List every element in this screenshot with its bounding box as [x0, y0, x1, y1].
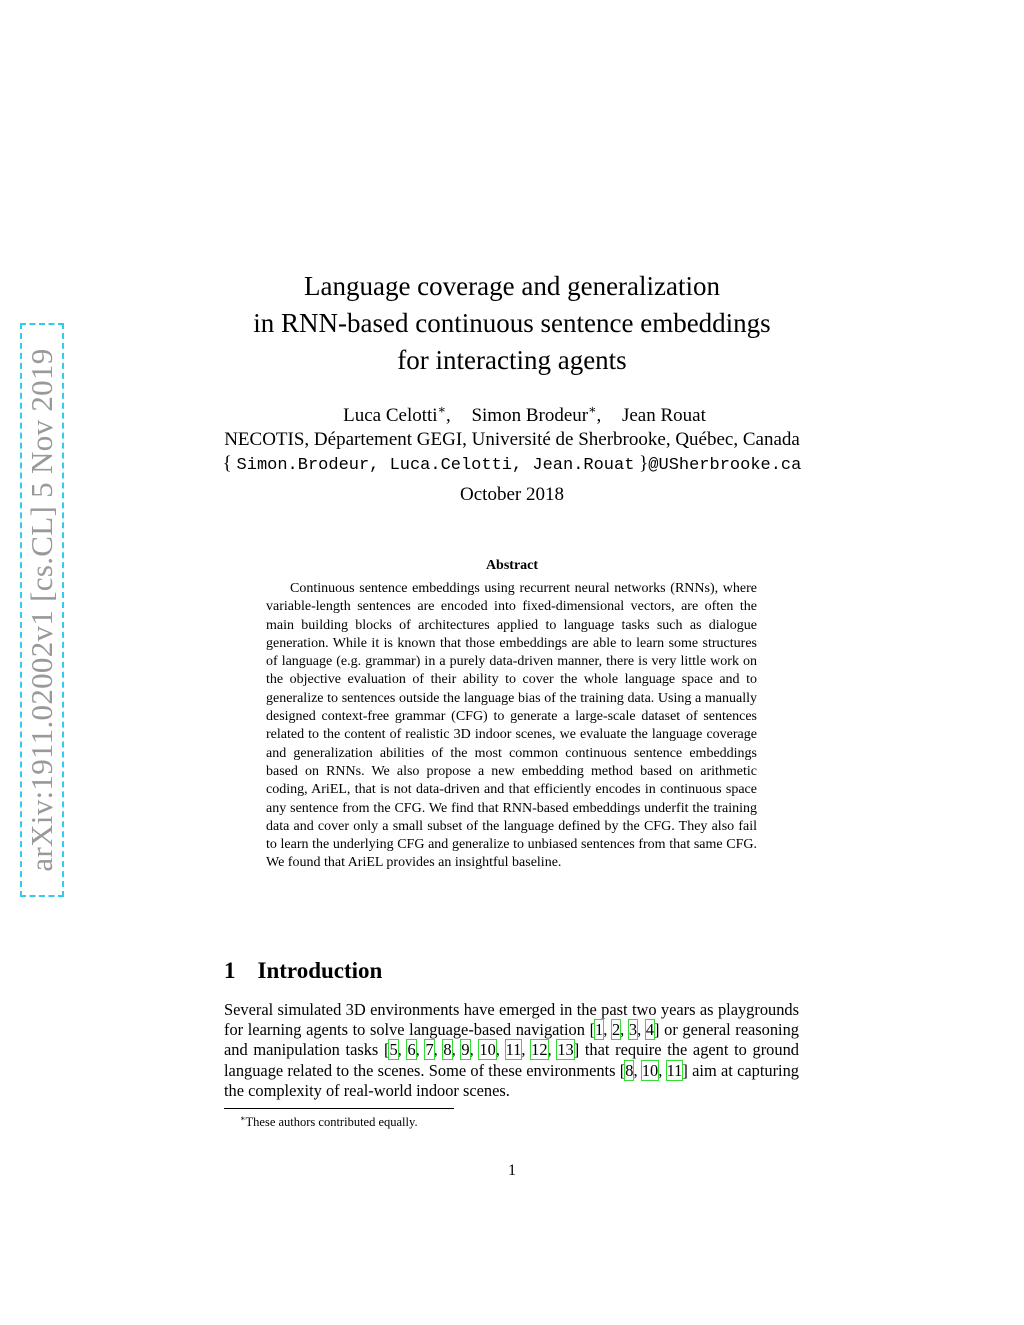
citation-link[interactable]: 13 [557, 1040, 574, 1060]
citation-link[interactable]: 5 [389, 1040, 398, 1060]
section-heading: 1 Introduction [224, 958, 383, 983]
citation-link[interactable]: 4 [645, 1020, 655, 1040]
citation-link[interactable]: 9 [461, 1040, 470, 1060]
title-line-3: for interacting agents [397, 345, 627, 375]
citation-link[interactable]: 10 [641, 1060, 659, 1080]
citation-link[interactable]: 8 [625, 1060, 634, 1080]
page-number: 1 [508, 1162, 516, 1179]
author-names [0, 398, 1024, 428]
citation-link[interactable]: 10 [479, 1040, 496, 1060]
citation-link[interactable]: 11 [505, 1040, 522, 1060]
citation-link[interactable]: 11 [666, 1060, 683, 1080]
title-line-2: in RNN-based continuous sentence embeddings [253, 308, 771, 338]
citation-link[interactable]: 7 [425, 1040, 434, 1060]
paper-date: October 2018 [460, 484, 564, 505]
author-emails: { Simon.Brodeur, Luca.Celotti, Jean.Rouat }@USherbrooke.ca [222, 453, 802, 476]
paper-title [0, 268, 1024, 379]
footnote-rule [224, 1108, 454, 1109]
abstract-heading: Abstract [485, 558, 539, 573]
title-line-1: Language coverage and generalization [303, 271, 721, 301]
abstract-text: Continuous sentence embeddings using recurrent neural networks (RNNs), where variable-length sentences are encoded into fixed-dimensional vectors, are often the main building blocks of architectures applied to language tasks such as dialogue generation. While it is known that those embeddings are able to learn some structures of language (e.g. grammar) in a purely data-driven manner, there is very little work on the objective evaluation of their ability to cover the whole language space and to generalize to sentences outside the language bias of the training data. Using a manually designed context-free grammar (CFG) to generate a large-scale dataset of sentences related to the content of realistic 3D indoor scenes, we evaluate the language coverage and generalization abilities of the most common continuous sentence embeddings based on RNNs. We also propose a new embedding method based on arithmetic coding, AriEL, that is not data-driven and that efficiently encodes in continuous space any sentence from the CFG. We find that RNN-based embeddings underfit the training data and cover only a small subset of the language defined by the CFG. They also fail to learn the underlying CFG and generalize to unbiased sentences from that same CFG. We found that AriEL provides an insightful baseline. [266, 581, 757, 871]
author-brodeur: Simon Brodeur∗, [471, 403, 602, 427]
affiliation: NECOTIS, Département GEGI, Université de Sherbrooke, Québec, Canada [224, 429, 800, 451]
citation-link[interactable]: 1 [595, 1020, 604, 1040]
citation-link[interactable]: 6 [407, 1040, 416, 1060]
author-block [0, 398, 1024, 478]
citation-link[interactable]: 12 [531, 1040, 548, 1060]
footnote: ∗These authors contributed equally. [240, 1114, 418, 1130]
intro-paragraph: Several simulated 3D environments have emerged in the past two years as playgrounds for learning agents to solve language-based navigation [1, 2, 3, 4] or general reasoning and manipulation tasks [5, 6, 7, 8, 9, 10, 11, 12, 13] that require the agent to ground language related to the scenes. Some of these environments [8, 10, 11] aim at capturing the complexity of real-world indoor scenes. [224, 1000, 800, 1100]
arxiv-identifier: arXiv:1911.02002v1 [cs.CL] 5 Nov 2019 [24, 348, 59, 872]
author-rouat: Jean Rouat [621, 405, 706, 427]
citation-link[interactable]: 3 [628, 1020, 638, 1040]
citation-link[interactable]: 2 [611, 1020, 621, 1040]
author-celotti: Luca Celotti∗, [343, 403, 451, 427]
citation-link[interactable]: 8 [443, 1040, 452, 1060]
